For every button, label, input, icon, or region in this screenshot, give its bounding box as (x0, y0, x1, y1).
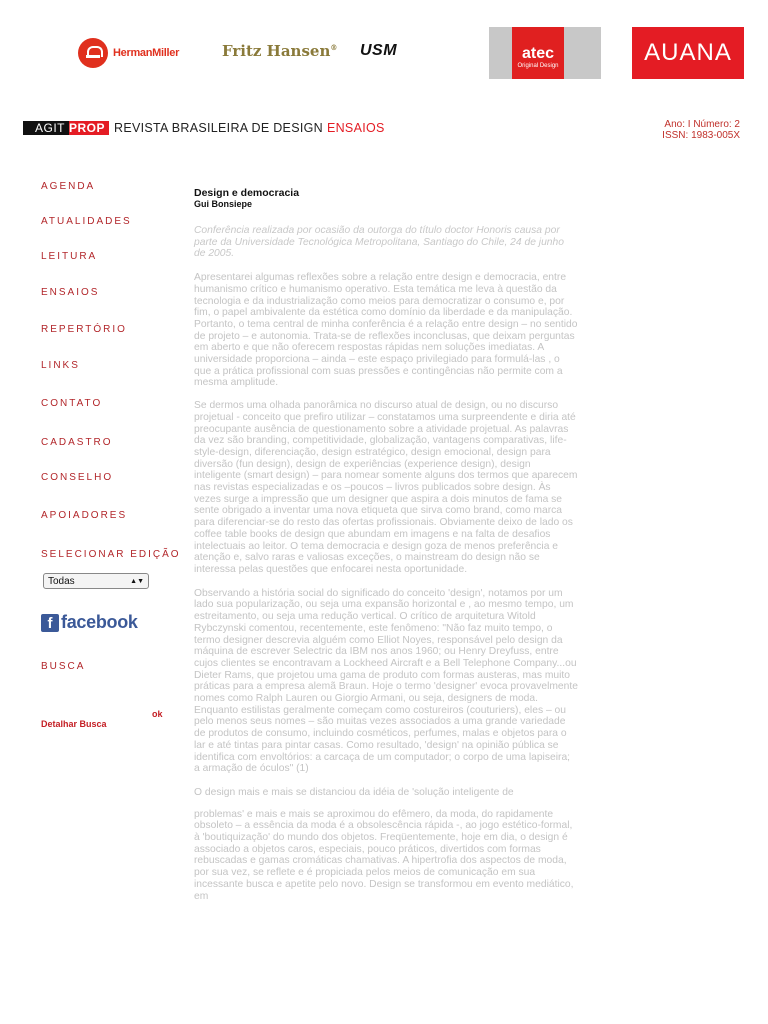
article-author: Gui Bonsiepe (194, 199, 253, 209)
facebook-link[interactable] (41, 612, 138, 633)
nav-cadastro[interactable]: CADASTRO (41, 437, 113, 448)
atec-badge (512, 27, 564, 79)
nav-conselho[interactable]: CONSELHO (41, 472, 114, 483)
nav-links[interactable]: LINKS (41, 360, 80, 371)
nav-contato[interactable]: CONTATO (41, 398, 103, 409)
fritz-hansen-mark: ® (330, 43, 338, 52)
agitprop-logo[interactable] (23, 121, 109, 135)
issn: ISSN: 1983-005X (662, 130, 740, 141)
atec-label: atec (521, 45, 555, 62)
issue-info (662, 119, 740, 141)
article-paragraph: Observando a história social do significado do conceito 'design', notamos por um lado sua popularização, ou seja uma expansão horizontal e , ao mesmo tempo, um estreitamento, ou seja uma redução vertical. O crítico de arquitetura Witold Rybczynski comentou, recentemente, este fenômeno: "Não faz muito tempo, o termo designer descrevia alguém como Elliot Noyes, responsável pelo design da máquina de escrever Selectric da IBM nos anos 1960; ou Henry Dreyfuss, entre cujos clientes se encontravam a Lockheed Aircraft e a Bell Telephone Company...ou Dieter Rams, que projetou uma gama de produto com formas austeras, mas muito práticas para a empresa alemã Braun. Hoje o termo 'designer' evoca provavelmente nomes como Ralph Lauren ou Giorgio Armani, ou seja, designers de moda. Enquanto estilistas geralmente começam como costureiros (couturiers), eles – ou pelo menos seus nomes – são muitas vezes associados a uma grande variedade de produtos de consumo, incluindo cosméticos, perfumes, malas e objetos para o lar e até tintas para pintar casas. Como resultado, 'design' na opinião pública se identifica com envoltórios: a carcaça de um computador; o corpo de uma lapiseira; a armação de óculos" (1) (194, 587, 578, 775)
agit-label: AGIT (23, 121, 69, 135)
article-paragraph: Se dermos uma olhada panorâmica no discurso atual de design, ou no discurso projetual - conceito que prefiro utilizar – constatamos uma surpreendente e diria até preocupante ausência de questionamento sobre a atividade projetual. As palavras da vez são branding, competitividade, globalização, vantagens comparativas, life-style-design, diferenciação, design estratégico, design emocional, design para diversão (fun design), design de experiências (experience design), design inteligente (smart design) – para nomear somente alguns dos termos que aparecem nas revistas especializadas e os –poucos – livros publicados sobre design. Às vezes surge a impressão que um designer que aspira a dois minutos de fama se sente obrigado a inventar uma nova etiqueta que sirva como brand, como marca para diferenciar-se do resto das ofertas profissionais. Obviamente deixo de lado os coffee table books de design que abundam em imagens e na falta de desafios intelectuais ao leitor. O tema democracia e design goza de menos preferência e atenção e, salvo raras e valiosas exceções, o mainstream do design não se interessa pelas questões que enfocarei nesta oportunidade. (194, 400, 578, 575)
selecionar-edicao-label: SELECIONAR EDIÇÃO (41, 549, 181, 560)
nav-atualidades[interactable]: ATUALIDADES (41, 216, 132, 227)
article-paragraph: problemas' e mais e mais se aproximou do efêmero, da moda, do rapidamente obsoleto – a essência da moda é a obsolescência rápida -, ao jogo estético-formal, à 'boutiquização' do mundo dos objetos. Freqüentemente, hoje em dia, o design é associado a objetos caros, especiais, pouco práticos, divertidos com formas rebuscadas e gamas cromáticas chamativas. A hipertrofia dos aspectos de moda, por sua vez, se reflete e é propiciada pelos meios de comunicação em sua incessante busca e apetite pelo novo. Design se transformou em evento mediático, em (194, 808, 574, 902)
nav-agenda[interactable]: AGENDA (41, 181, 96, 192)
facebook-label: facebook (61, 612, 138, 632)
usm-label: USM (360, 42, 398, 59)
section-title: ENSAIOS (326, 121, 385, 135)
article-title: Design e democracia (194, 187, 300, 199)
prop-label: PROP (69, 121, 109, 135)
issue-number: Ano: I Número: 2 (664, 119, 740, 130)
usm-logo[interactable] (360, 42, 397, 60)
busca-label: BUSCA (41, 661, 86, 672)
herman-miller-label: HermanMiller (113, 47, 180, 59)
article-paragraph: Apresentarei algumas reflexões sobre a relação entre design e democracia, entre humanismo crítico e humanismo operativo. Esta temática me leva à questão da tecnologia e da industrialização como meios para democratizar o consumo e, por fim, o papel ambivalente da estética como domínio da liberdade e da manipulação. Portanto, o tema central de minha conferência é a relação entre design – no sentido de projeto – e autonomia. Trata-se de reflexões inconclusas, que deixam perguntas em aberto e que não oferecem respostas rápidas nem soluções imediatas. A universidade proporciona – ainda – este espaço privilegiado para formulá-las , o que a prática profissional com suas pressões e contingências não permite com a mesma amplitude. (194, 272, 578, 389)
site-header (23, 121, 385, 135)
detalhar-busca-link[interactable]: Detalhar Busca (41, 719, 107, 729)
nav-apoiadores[interactable]: APOIADORES (41, 510, 128, 521)
edition-select[interactable] (43, 573, 149, 589)
facebook-icon: f (41, 614, 59, 632)
auana-label: AUANA (644, 39, 732, 66)
article-paragraph: O design mais e mais se distanciou da idéia de 'solução inteligente de (194, 786, 514, 798)
article-lead: Conferência realizada por ocasião da outorga do título doctor Honoris causa por parte da Universidade Tecnológica Metropolitana, Santiago do Chile, 24 de junho de 2005. (194, 225, 564, 260)
atec-logo[interactable] (489, 27, 601, 79)
auana-logo[interactable] (632, 27, 744, 79)
fritz-hansen-label: Fritz Hansen (222, 42, 331, 60)
magazine-title: REVISTA BRASILEIRA DE DESIGN (114, 121, 323, 135)
herman-miller-logo[interactable] (78, 38, 179, 68)
atec-sub-label: Original Design (517, 63, 559, 69)
nav-ensaios[interactable]: ENSAIOS (41, 287, 100, 298)
herman-miller-icon (78, 38, 108, 68)
fritz-hansen-logo[interactable] (222, 42, 337, 60)
edition-select-value: Todas (48, 575, 75, 587)
nav-repertorio[interactable]: REPERTÓRIO (41, 324, 127, 335)
search-ok-button[interactable]: ok (152, 709, 163, 719)
select-arrows-icon: ▲▼ (130, 577, 144, 585)
article (194, 187, 578, 902)
nav-leitura[interactable]: LEITURA (41, 251, 98, 262)
